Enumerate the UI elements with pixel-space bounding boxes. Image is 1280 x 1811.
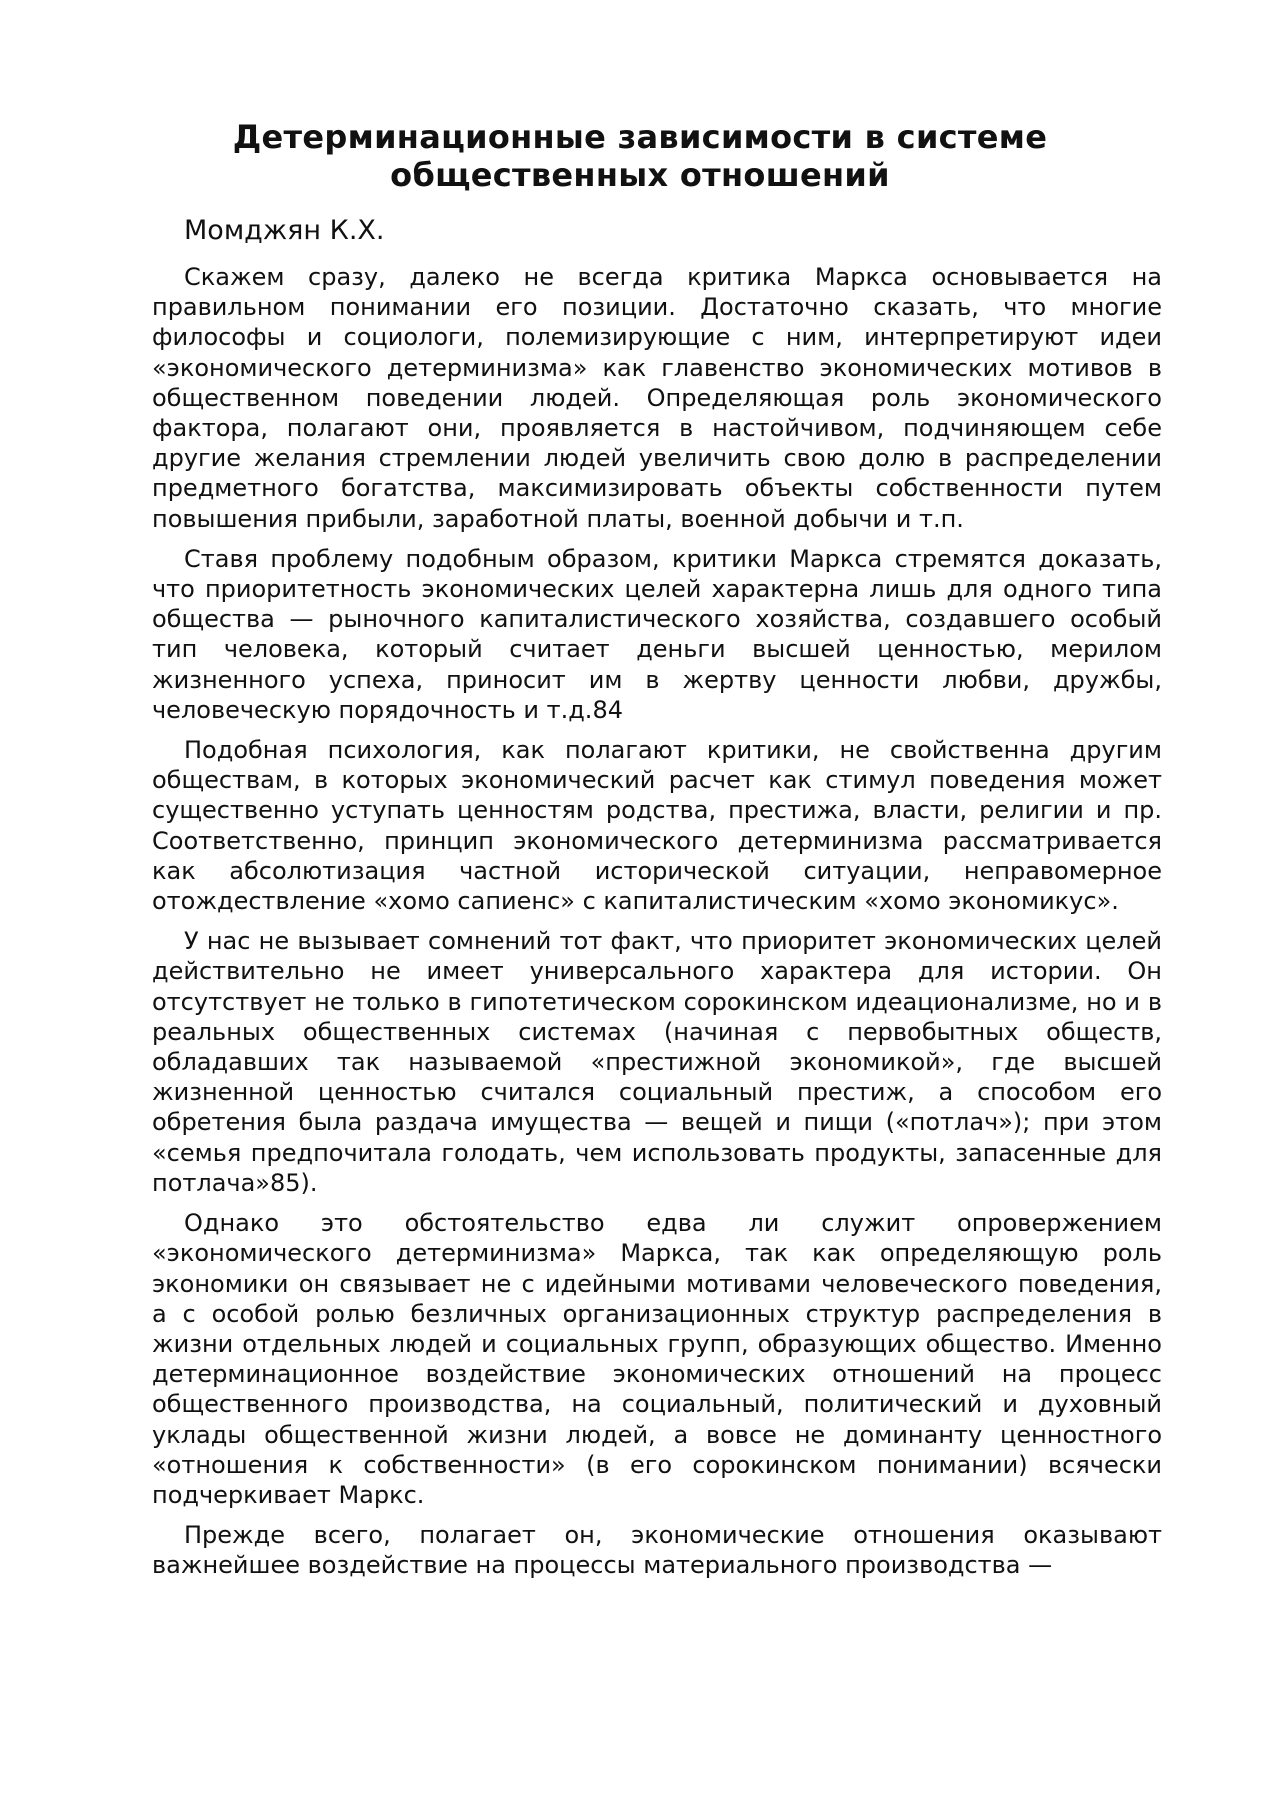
paragraph-6: Прежде всего, полагает он, экономические отношения оказывают важнейшее воздействие на процессы материального производства — [152, 1521, 1162, 1580]
paragraph-4: У нас не вызывает сомнений тот факт, что приоритет экономических целей действительно не имеет универсального характера для истории. Он отсутствует не только в гипотетическом сорокинском идеационализме, но и в реальных общественных системах (начиная с первобытных обществ, обладавших так называемой «престижной экономикой», где высшей жизненной ценностью считался социальный престиж, а способом его обретения была раздача имущества — вещей и пищи («потлач»); при этом «семья предпочитала голодать, чем использовать продукты, запасенные для потлача»85). [152, 927, 1162, 1197]
paragraph-3: Подобная психология, как полагают критики, не свойственна другим обществам, в которых экономический расчет как стимул поведения может существенно уступать ценностям родства, престижа, власти, религии и пр. Соответственно, принцип экономического детерминизма рассматривается как абсолютизация частной исторической ситуации, неправомерное отождествление «хомо сапиенс» с капиталистическим «хомо экономикус». [152, 736, 1162, 916]
document-body [152, 262, 1162, 1591]
document-title: Детерминационные зависимости в системе общественных отношений [232, 118, 1048, 194]
paragraph-5: Однако это обстоятельство едва ли служит опровержением «экономического детерминизма» Маркса, так как определяющую роль экономики он связывает не с идейными мотивами человеческого поведения, а с особой ролью безличных организационных структур распределения в жизни отдельных людей и социальных групп, образующих общество. Именно детерминационное воздействие экономических отношений на процесс общественного производства, на социальный, политический и духовный уклады общественной жизни людей, а вовсе не доминанту ценностного «отношения к собственности» (в его сорокинском понимании) всячески подчеркивает Маркс. [152, 1209, 1162, 1509]
paragraph-2: Ставя проблему подобным образом, критики Маркса стремятся доказать, что приоритетность экономических целей характерна лишь для одного типа общества — рыночного капиталистического хозяйства, создавшего особый тип человека, который считает деньги высшей ценностью, мерилом жизненного успеха, приносит им в жертву ценности любви, дружбы, человеческую порядочность и т.д.84 [152, 544, 1162, 724]
document-author: Момджян К.Х. [184, 215, 385, 246]
paragraph-1: Скажем сразу, далеко не всегда критика Маркса основывается на правильном понимании его позиции. Достаточно сказать, что многие философы и социологи, полемизирующие с ним, интерпретируют идеи «экономического детерминизма» как главенство экономических мотивов в общественном поведении людей. Определяющая роль экономического фактора, полагают они, проявляется в настойчивом, подчиняющем себе другие желания стремлении людей увеличить свою долю в распределении предметного богатства, максимизировать объекты собственности путем повышения прибыли, заработной платы, военной добычи и т.п. [152, 263, 1162, 533]
